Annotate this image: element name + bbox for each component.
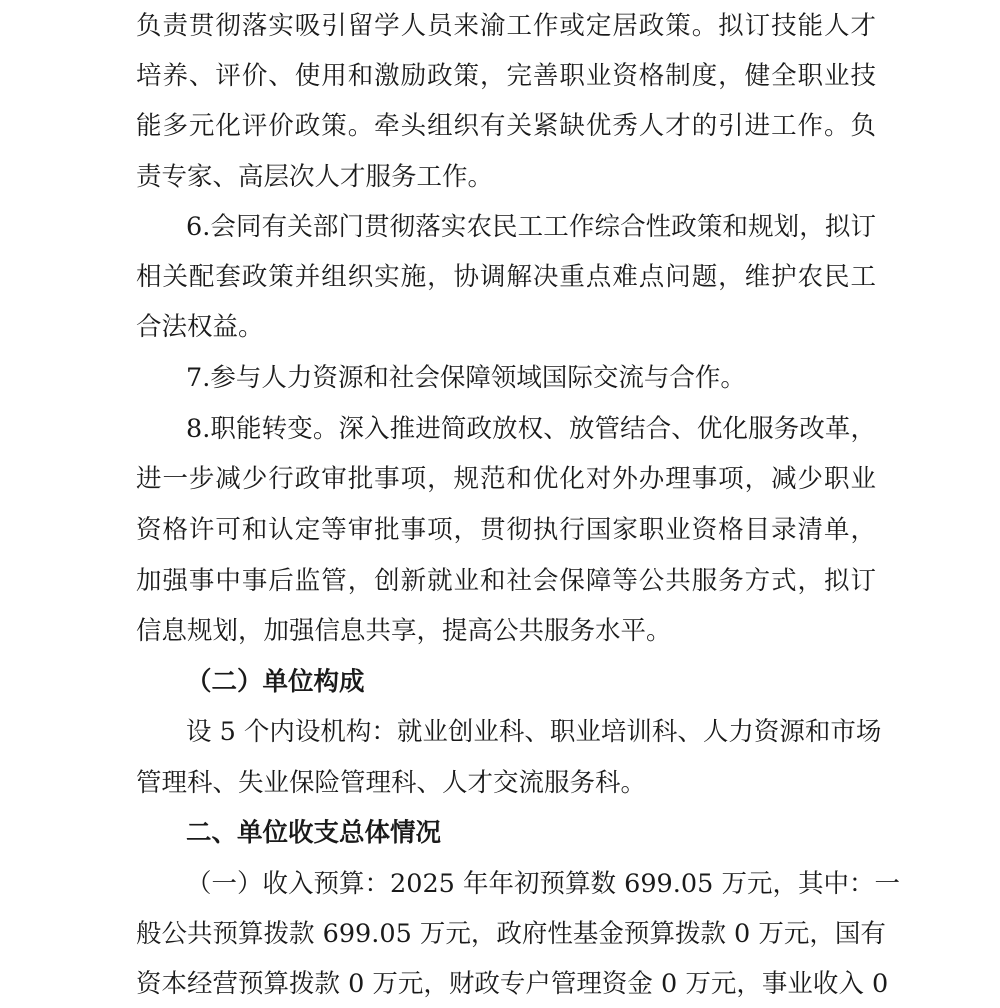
paragraph-line (0, 706, 1000, 758)
heading-text: （二）单位构成 (186, 667, 365, 697)
paragraph-line (0, 352, 1000, 404)
paragraph-line (0, 555, 1000, 607)
line-text: 般公共预算拨款 699.05 万元，政府性基金预算拨款 0 万元，国有 (136, 919, 886, 949)
line-text: 相关配套政策并组织实施，协调解决重点难点问题，维护农民工 (136, 262, 876, 292)
line-text: 责专家、高层次人才服务工作。 (136, 162, 494, 192)
line-text: 7.参与人力资源和社会保障领域国际交流与合作。 (186, 363, 746, 393)
paragraph-line (0, 100, 1000, 152)
paragraph-line (0, 504, 1000, 556)
line-text: 进一步减少行政审批事项，规范和优化对外办理事项，减少职业 (136, 464, 876, 494)
line-text: 加强事中事后监管，创新就业和社会保障等公共服务方式，拟订 (136, 566, 876, 596)
paragraph-line (0, 757, 1000, 809)
line-text: 能多元化评价政策。牵头组织有关紧缺优秀人才的引进工作。负 (136, 111, 876, 141)
line-text: 设 5 个内设机构：就业创业科、职业培训科、人力资源和市场 (186, 717, 882, 747)
line-text: 8.职能转变。深入推进简政放权、放管结合、优化服务改革， (186, 414, 876, 444)
line-text: 资本经营预算拨款 0 万元，财政专户管理资金 0 万元，事业收入 0 (136, 969, 889, 999)
heading-text: 二、单位收支总体情况 (186, 818, 442, 848)
section-heading (0, 656, 1000, 708)
line-text: （一）收入预算：2025 年年初预算数 699.05 万元，其中：一 (186, 869, 900, 899)
paragraph-line (0, 858, 1000, 910)
paragraph-line (0, 201, 1000, 253)
line-text: 资格许可和认定等审批事项，贯彻执行国家职业资格目录清单， (136, 515, 876, 545)
line-text: 培养、评价、使用和激励政策，完善职业资格制度，健全职业技 (136, 61, 876, 91)
paragraph-line (0, 151, 1000, 203)
line-text: 负责贯彻落实吸引留学人员来渝工作或定居政策。拟订技能人才 (136, 11, 876, 41)
paragraph-line (0, 605, 1000, 657)
chapter-heading (0, 807, 1000, 859)
paragraph-line (0, 301, 1000, 353)
line-text: 6.会同有关部门贯彻落实农民工工作综合性政策和规划，拟订 (186, 212, 876, 242)
line-text: 信息规划，加强信息共享，提高公共服务水平。 (136, 616, 672, 646)
paragraph-line (0, 0, 1000, 52)
paragraph-line (0, 403, 1000, 455)
paragraph-line (0, 251, 1000, 303)
paragraph-line (0, 958, 1000, 1008)
paragraph-line (0, 908, 1000, 960)
line-text: 管理科、失业保险管理科、人才交流服务科。 (136, 768, 647, 798)
line-text: 合法权益。 (136, 312, 264, 342)
paragraph-line (0, 453, 1000, 505)
paragraph-line (0, 50, 1000, 102)
